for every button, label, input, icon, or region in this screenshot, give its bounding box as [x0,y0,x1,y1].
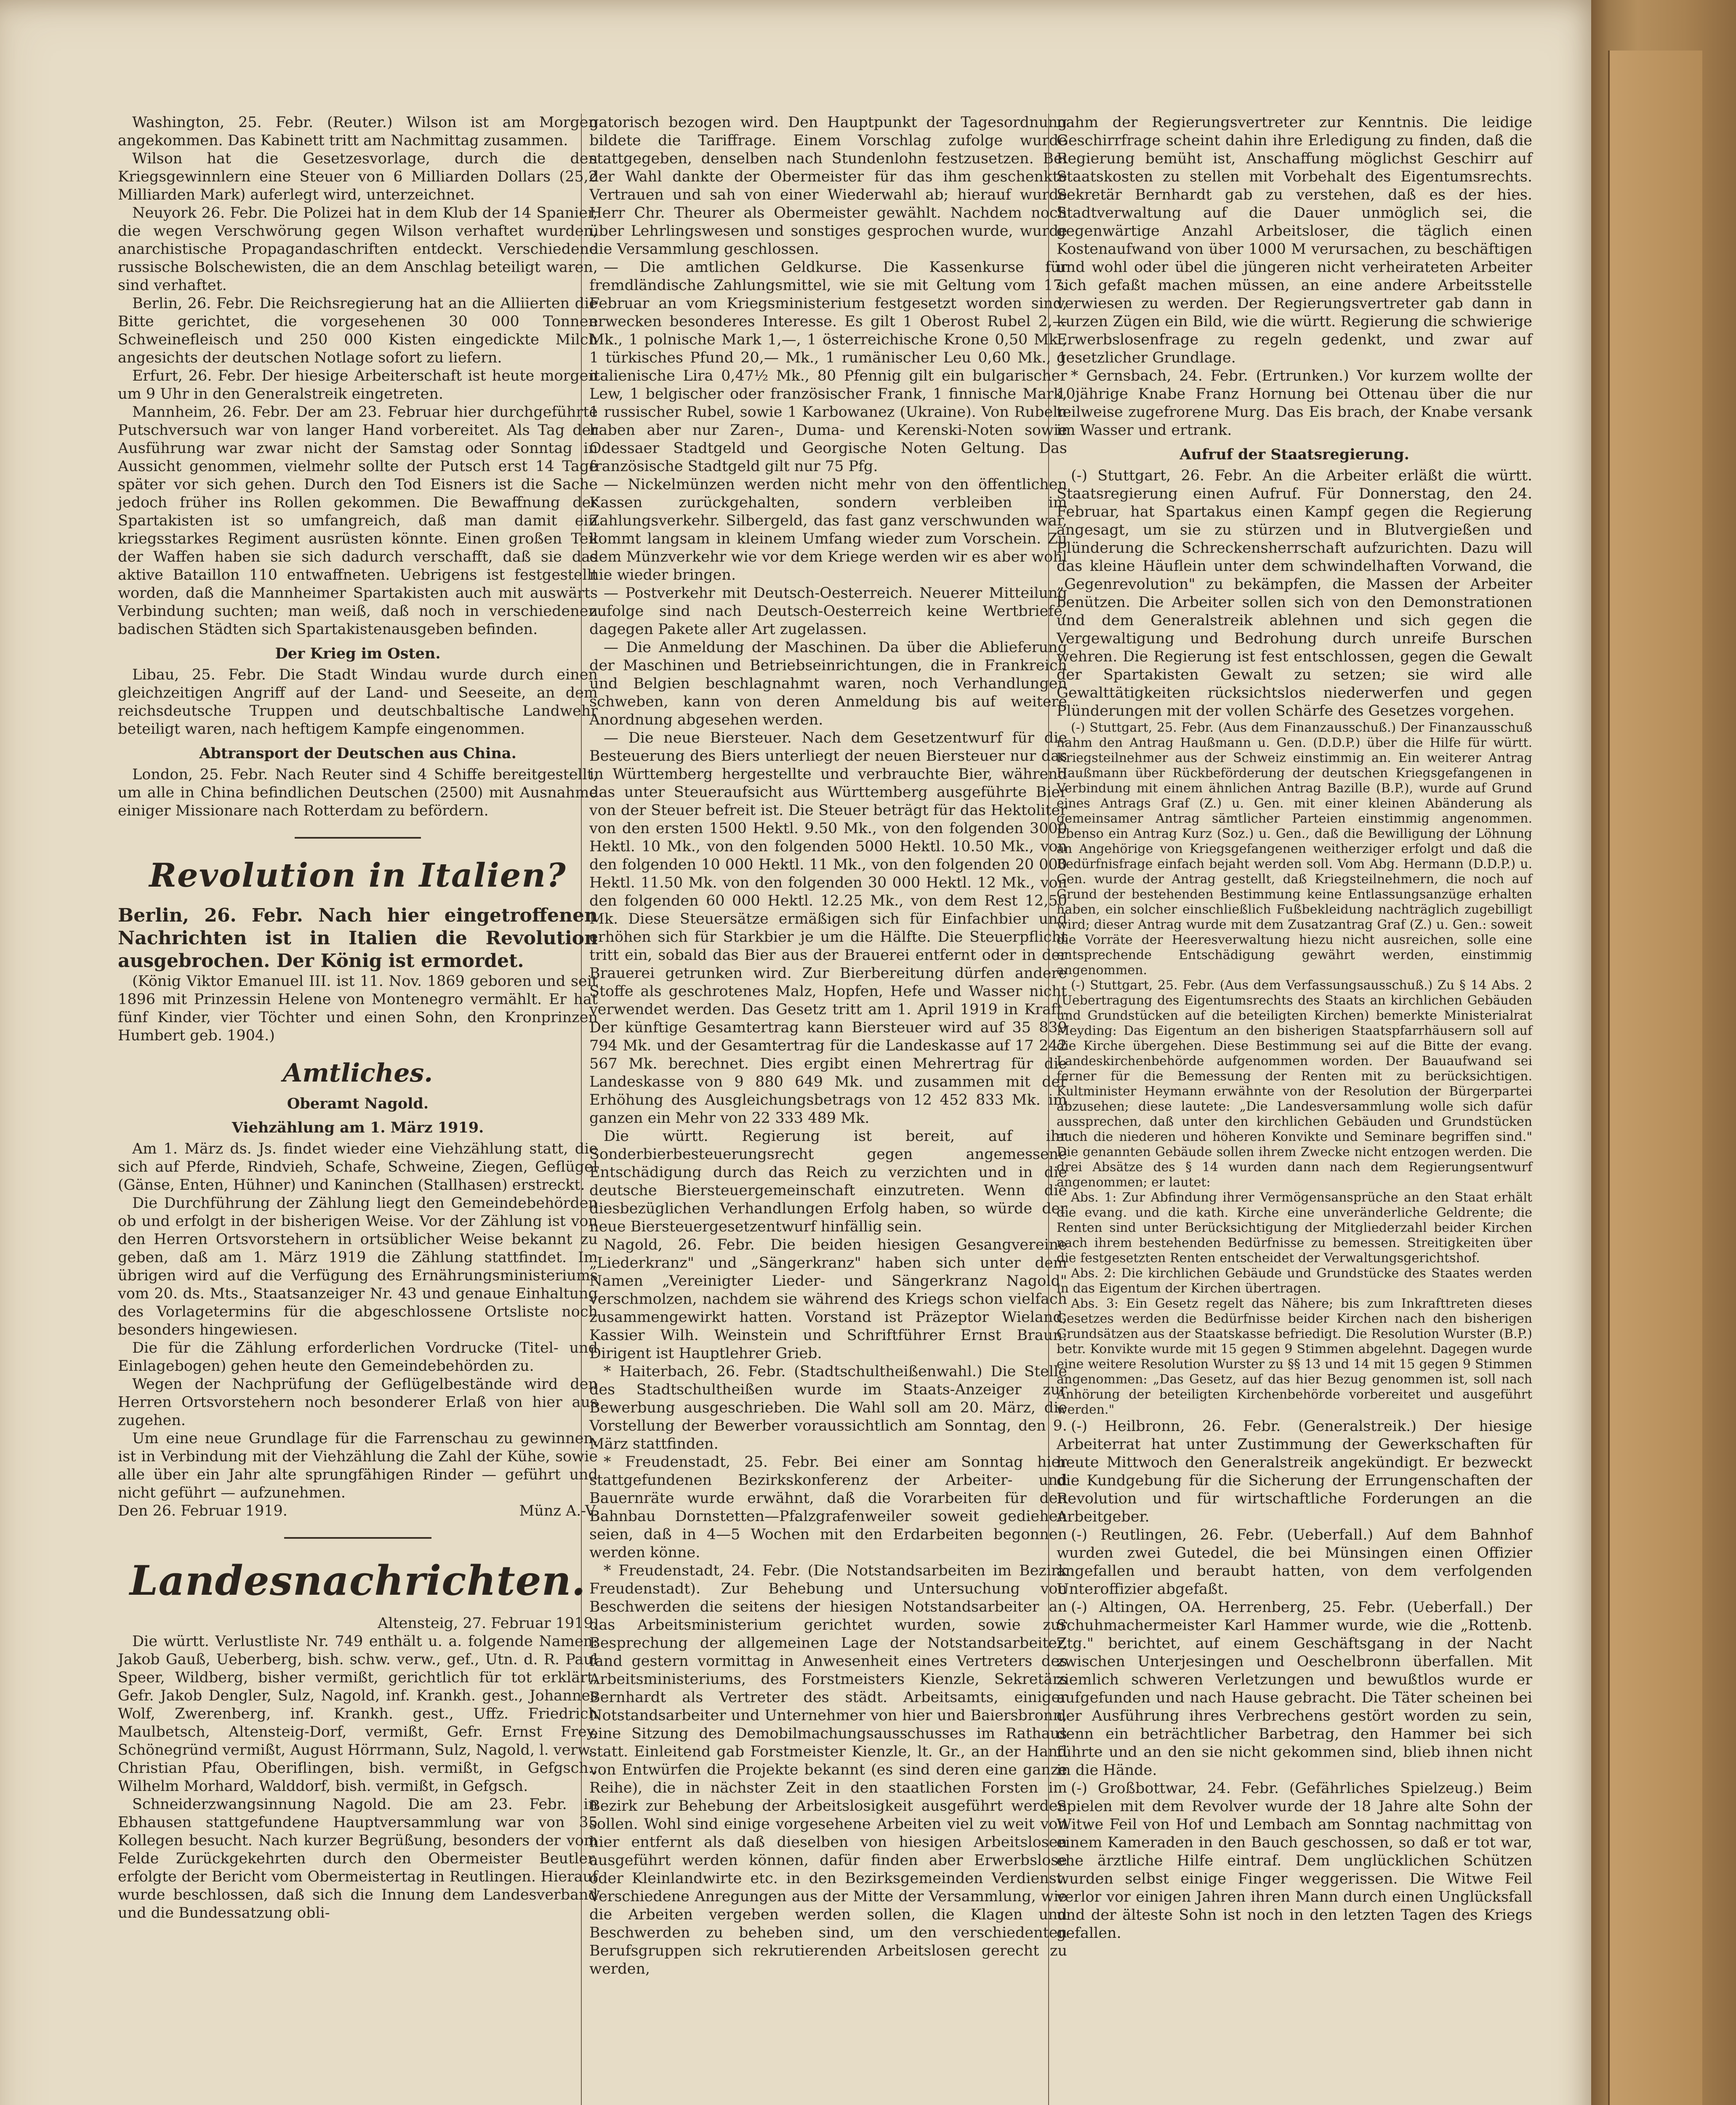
heading-amtliches: Amtliches. [282,1058,433,1088]
article-freudenstadt-notstand: * Freudenstadt, 24. Febr. (Die Notstandsarbeiten im Bezirk Freudenstadt). Zur Behebung und Untersuchung von Beschwerden die seitens der hiesigen Notstandsarbeiter an das Arbeitsministerium gerichtet wurden, sowie zur Besprechung der allgemeinen Lage der Notstandsarbeiter, fand gestern vormittag in Anwesenheit eines Vertreters des Arbeitsministeriums, des Forstmeisters Kienzle, Sekretärs Bernhardt als Vertreter des städt. Arbeitsamts, einiger Notstandsarbeiter und Unternehmer von hier und Baiersbronn, eine Sitzung des Demobilmachungsausschusses im Rathaus statt. Einleitend gab Forstmeister Kienzle, lt. Gr., an der Hand von Entwürfen die Projekte bekannt (es sind deren eine ganze Reihe), die in nächster Zeit in den staatlichen Forsten im Bezirk zur Behebung der Arbeitslosigkeit ausgeführt werden sollen. Wohl sind einige vorgesehene Arbeiten viel zu weit von hier entfernt als daß dieselben von hiesigen Arbeitslosen ausgeführt werden können, dafür finden aber Erwerbslose oder Kleinlandwirte etc. in den Bezirksgemeinden Verdienst. Verschiedene Anregungen aus der Mitte der Versammlung, wie die Arbeiten vergeben werden sollen, die Klagen und Beschwerden zu beheben sind, um den verschiedenten Berufsgruppen sich rekrutierenden Arbeitslosen gerecht zu werden, [589,1562,1067,1977]
viehzaehlung-p3: Die für die Zählung erforderlichen Vordrucke (Titel- und Einlagebogen) gehen heute den Gemeindebehörden zu. [118,1340,598,1375]
separator [284,1537,431,1539]
paragraph-abs1: Abs. 1: Zur Abfindung ihrer Vermögensansprüche an den Staat erhält die evang. und die kath. Kirche eine unveränderliche Geldrente; die Renten sind unter Berücksichtigung der Mitgliederzahl beider Kirchen nach ihrem bestehenden Bedürfnisse zu bemessen. Streitigkeiten über die festgesetzten Renten entscheidet der Verwaltungsgerichtshof. [1057,1190,1532,1266]
article-schneiderinnung-cont: gatorisch bezogen wird. Den Hauptpunkt der Tagesordnung bildete die Tariffrage. Einem Vorschlag zufolge wurde stattgegeben, denselben nach Stundenlohn festzusetzen. Bei der Wahl dankte der Obermeister für das ihm geschenkte Vertrauen und sah von einer Wiederwahl ab; hierauf wurde Herr Chr. Theurer als Obermeister gewählt. Nachdem noch über Lehrlingswesen und sonstiges gesprochen wurde, wurde die Versammlung geschlossen. [589,114,1067,258]
heading-viehzaehlung: Viehzählung am 1. März 1919. [232,1119,484,1136]
article-schneiderinnung: Schneiderzwangsinnung Nagold. Die am 23. Febr. in Ebhausen stattgefundene Hauptversammlung war von 35 Kollegen besucht. Nach kurzer Begrüßung, besonders der vom Felde Zurückgekehrten durch den Obermeister Beutler, erfolgte der Bericht vom Obermeistertag in Reutlingen. Hierauf wurde beschlossen, daß sich die Innung dem Landesverband und die Bundessatzung obli- [118,1796,598,1921]
article-libau: Libau, 25. Febr. Die Stadt Windau wurde durch einen gleichzeitigen Angriff auf der Land- und Seeseite, an dem reichsdeutsche Truppen und deutschbaltische Landwehr beteiligt waren, nach heftigem Kampfe eingenommen. [118,666,598,738]
article-heilbronn: (-) Heilbronn, 26. Febr. (Generalstreik.) Der hiesige Arbeiterrat hat unter Zustimmung der Gewerkschaften für heute Mittwoch den Generalstreik angekündigt. Er bezweckt die Kundgebung für die Sicherung der Errungenschaften der Revolution und für wirtschaftliche Forderungen an die Arbeitgeber. [1057,1418,1532,1525]
column-1 [118,114,598,1922]
viehzaehlung-p2: Die Durchführung der Zählung liegt den Gemeindebehörden ob und erfolgt in der bisherigen Weise. Vor der Zählung ist von den Herren Ortsvorstehern in ortsüblicher Weise bekannt zu geben, daß am 1. März 1919 die Zählung stattfindet. Im übrigen wird auf die Verfügung des Ernährungsministeriums vom 20. ds. Mts., Staatsanzeiger Nr. 43 und genaue Einhaltung des Vorlagetermins für die abgeschlossene Ortsliste noch besonders hingewiesen. [118,1195,598,1338]
article-haiterbach: * Haiterbach, 26. Febr. (Stadtschultheißenwahl.) Die Stelle des Stadtschultheißen wurde im Staats-Anzeiger zur Bewerbung ausgeschrieben. Die Wahl soll am 20. März, die Vorstellung der Bewerber voraussichtlich am Sonntag, den 9. März stattfinden. [589,1363,1067,1452]
viehzaehlung-signature: Münz A.-V. [519,1503,598,1519]
column-2 [589,114,1067,1978]
article-stuttgart-aufruf: (-) Stuttgart, 26. Febr. An die Arbeiter erläßt die württ. Staatsregierung einen Aufruf. Für Donnerstag, den 24. Februar, hat Spartakus einen Kampf gegen die Regierung angesagt, um sie zu stürzen und in Blutvergießen und Plünderung die Schreckensherrschaft aufzurichten. Dazu will das kleine Häuflein unter dem schwindelhaften Vorwand, die „Gegenrevolution" zu bekämpfen, die Massen der Arbeiter benützen. Die Arbeiter sollen sich von den Demonstrationen und dem Generalstreik ablehnen und sich gegen die Vergewaltigung und Bedrohung durch unreife Burschen wehren. Die Regierung ist fest entschlossen, gegen die Gewalt der Spartakisten Gewalt zu setzen; sie wird alle Gewalttätigkeiten rücksichtslos niederwerfen und gegen Plünderungen mit der vollen Schärfe des Gesetzes vorgehen. [1057,467,1532,719]
article-biersteuer-regierung: Die württ. Regierung ist bereit, auf ihr Sonderbierbesteuerungsrecht gegen angemessene Entschädigung durch das Reich zu verzichten und in die deutsche Biersteuergemeinschaft einzutreten. Wenn die diesbezüglichen Verhandlungen Erfolg haben, so würde der neue Biersteuergesetzentwurf hinfällig sein. [589,1128,1067,1235]
viehzaehlung-p5: Um eine neue Grundlage für die Farrenschau zu gewinnen, ist in Verbindung mit der Viehzählung die Zahl der Kühe, sowie alle über ein Jahr alte sprungfähigen Rinder — geführt und nicht geführt — aufzunehmen. [118,1430,598,1501]
article-mannheim: Mannheim, 26. Febr. Der am 23. Februar hier durchgeführte Putschversuch war von langer Hand vorbereitet. Als Tag der Ausführung war zwar nicht der Samstag oder Sonntag in Aussicht genommen, vielmehr sollte der Putsch erst 14 Tage später vor sich gehen. Durch den Tod Eisners ist die Sache jedoch früher ins Rollen gekommen. Die Bewaffnung der Spartakisten ist so umfangreich, daß man damit ein kriegsstarkes Regiment ausrüsten könnte. Einen großen Teil der Waffen haben sie sich dadurch verschafft, daß sie das aktive Bataillon 110 entwaffneten. Uebrigens ist festgestellt worden, daß die Mannheimer Spartakisten auch mit auswärts Verbindung suchten; man weiß, daß noch in verschiedenen badischen Städten sich Spartakistenausgeben befinden. [118,404,598,638]
article-washington: Washington, 25. Febr. (Reuter.) Wilson ist am Morgen angekommen. Das Kabinett tritt am Nachmittag zusammen. [118,114,598,149]
article-nickelmuenzen: — Nickelmünzen werden nicht mehr von den öffentlichen Kassen zurückgehalten, sondern verbleiben im Zahlungsverkehr. Silbergeld, das fast ganz verschwunden war, kommt langsam in kleinem Umfang wieder zum Vorschein. Zu dem Münzverkehr wie vor dem Kriege werden wir es aber wohl nie wieder bringen. [589,476,1067,584]
viehzaehlung-p4: Wegen der Nachprüfung der Geflügelbestände wird den Herren Ortsvorstehern noch besonderer Erlaß von hier aus zugehen. [118,1376,598,1429]
article-erfurt: Erfurt, 26. Febr. Der hiesige Arbeiterschaft ist heute morgen um 9 Uhr in den Generalstreik eingetreten. [118,368,598,402]
viehzaehlung-p1: Am 1. März ds. Js. findet wieder eine Viehzählung statt, die sich auf Pferde, Rindvieh, Schafe, Schweine, Ziegen, Geflügel (Gänse, Enten, Hühner) und Kaninchen (Stallhasen) erstreckt. [118,1140,598,1194]
revolution-lead: Berlin, 26. Febr. Nach hier eingetroffenen Nachrichten ist in Italien die Revolution ausgebrochen. Der König ist ermordet. [118,905,598,972]
signature-line [118,1502,598,1520]
heading-oberamt: Oberamt Nagold. [287,1095,429,1112]
article-nagold-gesangverein: Nagold, 26. Febr. Die beiden hiesigen Gesangvereine „Liederkranz" und „Sängerkranz" haben sich unter dem Namen „Vereinigter Lieder- und Sängerkranz Nagold" verschmolzen, nachdem sie während des Kriegs schon vielfach zusammengewirkt hatten. Vorstand ist Präzeptor Wieland, Kassier Wilh. Weinstein und Schriftführer Ernst Braun. Dirigent ist Hauptlehrer Grieb. [589,1236,1067,1362]
dateline-altensteig: Altensteig, 27. Februar 1919. [378,1615,598,1632]
article-maschinen: — Die Anmeldung der Maschinen. Da über die Ablieferung der Maschinen und Betriebseinrichtungen, die in Frankreich und Belgien beschlagnahmt waren, noch Verhandlungen schweben, kann von deren Anmeldung bis auf weitere Anordnung abgesehen werden. [589,639,1067,728]
article-biersteuer: — Die neue Biersteuer. Nach dem Gesetzentwurf für die Besteuerung des Biers unterliegt der neuen Biersteuer nur das in Württemberg hergestellte und verbrauchte Bier, während das unter Steueraufsicht aus Württemberg ausgeführte Bier von der Steuer befreit ist. Die Steuer beträgt für das Hektoliter von den ersten 1500 Hektl. 9.50 Mk., von den folgenden 3000 Hektl. 10 Mk., von den folgenden 5000 Hektl. 10.50 Mk., von den folgenden 10 000 Hektl. 11 Mk., von den folgenden 20 000 Hektl. 11.50 Mk. von den folgenden 30 000 Hektl. 12 Mk., von den folgenden 60 000 Hektl. 12.25 Mk., von dem Rest 12,50 Mk. Diese Steuersätze ermäßigen sich für Einfachbier und erhöhen sich für Starkbier je um die Hälfte. Die Steuerpflicht tritt ein, sobald das Bier aus der Brauerei entfernt oder in der Brauerei getrunken wird. Zur Bierbereitung dürfen andere Stoffe als geschrotenes Malz, Hopfen, Hefe und Wasser nicht verwendet werden. Das Gesetz tritt am 1. April 1919 in Kraft. Der künftige Gesamtertrag kann Biersteuer wird auf 35 839 794 Mk. und der Gesamtertrag für die Landeskasse auf 17 242 567 Mk. berechnet. Dies ergibt einen Mehrertrag für die Landeskasse von 9 880 649 Mk. und zusammen mit der Erhöhung des Ausgleichungsbetrags von 12 452 833 Mk. im ganzen ein Mehr von 22 333 489 Mk. [589,730,1067,1127]
article-freudenstadt-cont: nahm der Regierungsvertreter zur Kenntnis. Die leidige Geschirrfrage scheint dahin ihre Erledigung zu finden, daß die Regierung bemüht ist, Anschaffung möglichst Geschirr auf Staatskosten zu stellen mit Vorbehalt des Eigentumsrechts. Sekretär Bernhardt gab zu verstehen, daß es der hies. Stadtverwaltung auf die Dauer unmöglich sei, die gegenwärtige Anzahl Arbeitsloser, die täglich einen Kostenaufwand von über 1000 M verursachen, zu beschäftigen und wohl oder übel die jüngeren nicht verheirateten Arbeiter sich gefaßt machen müssen, an eine andere Arbeitsstelle verwiesen zu werden. Der Regierungsvertreter gab dann in kurzen Zügen ein Bild, wie die württ. Regierung die schwierige Erwerbslosenfrage zu regeln gedenkt, und zwar auf gesetzlicher Grundlage. [1057,114,1532,366]
paragraph-abs3: Abs. 3: Ein Gesetz regelt das Nähere; bis zum Inkrafttreten dieses Gesetzes werden die Bedürfnisse beider Kirchen nach den bisherigen Grundsätzen aus der Staatskasse befriedigt. Die Resolution Wurster (B.P.) betr. Konvikte wurde mit 15 gegen 9 Stimmen abgelehnt. Dagegen wurde eine weitere Resolution Wurster zu §§ 13 und 14 mit 15 gegen 9 Stimmen angenommen: „Das Gesetz, auf das hier Bezug genommen ist, soll nach Anhörung der beteiligten Kirchenbehörde vorbereitet und ausgeführt werden." [1057,1296,1532,1417]
column-3 [1057,114,1532,1942]
article-neuyork: Neuyork 26. Febr. Die Polizei hat in dem Klub der 14 Spanier, die wegen Verschwörung gegen Wilson verhaftet wurden, anarchistische Propagandaschriften entdeckt. Verschiedene russische Bolschewisten, die an dem Anschlag beteiligt waren, sind verhaftet. [118,205,598,294]
article-stuttgart-verfassung: (-) Stuttgart, 25. Febr. (Aus dem Verfassungsausschuß.) Zu § 14 Abs. 2 (Uebertragung des Eigentumsrechts des Staats an kirchlichen Gebäuden und Grundstücken auf die beteiligten Kirchen) bemerkte Ministerialrat Meyding: Das Eigentum an den bisherigen Staatspfarrhäusern soll auf die Kirche übergehen. Diese Bestimmung sei auf die Bitte der evang. Landeskirchenbehörde aufgenommen worden. Der Bauaufwand sei ferner für die Bemessung der Renten mit zu berücksichtigen. Kultminister Heymann erwähnte von der Resolution der Bürgerpartei abzusehen; diese lautete: „Die Landesversammlung wolle sich dafür aussprechen, daß unter den kirchlichen Gebäuden und Grundstücken auch die niederen und höheren Konvikte und Seminare begriffen sind." Die genannten Gebäude sollen ihrem Zwecke nicht entzogen werden. Die drei Absätze des § 14 wurden dann nach dem Regierungsentwurf angenommen; er lautet: [1057,978,1532,1190]
article-wilson-tax: Wilson hat die Gesetzesvorlage, durch die den Kriegsgewinnlern eine Steuer von 6 Milliarden Dollars (25,2 Milliarden Mark) auferlegt wird, unterzeichnet. [118,150,598,203]
separator [295,837,421,839]
article-geldkurse: — Die amtlichen Geldkurse. Die Kassenkurse für fremdländische Zahlungsmittel, wie sie mit Geltung vom 17. Februar an vom Kriegsministerium festgesetzt worden sind, erwecken besonderes Interesse. Es gilt 1 Oberost Rubel 2,— Mk., 1 polnische Mark 1,—, 1 österreichische Krone 0,50 Mk., 1 türkisches Pfund 20,— Mk., 1 rumänischer Leu 0,60 Mk., 1 italienische Lira 0,47½ Mk., 80 Pfennig gilt ein bulgarischer Lew, 1 belgischer oder französischer Frank, 1 finnische Mark, 1 russischer Rubel, sowie 1 Karbowanez (Ukraine). Von Rubeln haben aber nur Zaren-, Duma- und Kerenski-Noten sowie Odessaer Stadtgeld und Georgische Noten Geltung. Das französische Stadtgeld gilt nur 75 Pfg. [589,259,1067,475]
heading-revolution-italien: Revolution in Italien? [149,856,567,895]
book-binding-edge [1591,0,1736,2105]
heading-aufruf: Aufruf der Staatsregierung. [1180,446,1409,463]
article-london: London, 25. Febr. Nach Reuter sind 4 Schiffe bereitgestellt, um alle in China befindlichen Deutschen (2500) mit Ausnahme einiger Missionare nach Rotterdam zu befördern. [118,766,598,819]
article-stuttgart-finanz: (-) Stuttgart, 25. Febr. (Aus dem Finanzausschuß.) Der Finanzausschuß nahm den Antrag Haußmann u. Gen. (D.D.P.) über die Hilfe für württ. Kriegsteilnehmer aus der Schweiz einstimmig an. Ein weiterer Antrag Haußmann über Rückbeförderung der deutschen Kriegsgefangenen in Verbindung mit einem ähnlichen Antrag Bazille (B.P.), wurde auf Grund eines Antrags Graf (Z.) u. Gen. mit einer kleinen Abänderung als gemeinsamer Antrag sämtlicher Parteien einstimmig angenommen. Ebenso ein Antrag Kurz (Soz.) u. Gen., daß die Bewilligung der Löhnung an Angehörige von Kriegsgefangenen weitherziger erfolgt und daß die Bedürfnisfrage einfach bejaht werden soll. Vom Abg. Hermann (D.D.P.) u. Gen. wurde der Antrag gestellt, daß Kriegsteilnehmern, die noch auf Grund der bestehenden Bestimmung keine Entlassungsanzüge erhalten haben, ein solcher einschließlich Fußbekleidung nachträglich zugebilligt wird; dieser Antrag wurde mit dem Zusatzantrag Graf (Z.) u. Gen.: soweit die Vorräte der Heeresverwaltung hiezu nicht ausreichen, solle eine entsprechende Entschädigung gewährt werden, einstimmig angenommen. [1057,720,1532,978]
viehzaehlung-date: Den 26. Februar 1919. [118,1503,288,1519]
article-freudenstadt-bahnbau: * Freudenstadt, 25. Febr. Bei einer am Sonntag hier stattgefundenen Bezirkskonferenz der Arbeiter- und Bauernräte wurde erwähnt, daß die Vorarbeiten für den Bahnbau Dornstetten—Pfalzgrafenweiler soweit gediehen seien, daß in 4—5 Wochen mit den Erdarbeiten begonnen werden könne. [589,1454,1067,1561]
article-grossbottwar: (-) Großbottwar, 24. Febr. (Gefährliches Spielzeug.) Beim Spielen mit dem Revolver wurde der 18 Jahre alte Sohn der Witwe Feil von Hof und Lembach am Sonntag nachmittag von einem Kameraden in den Bauch geschossen, so daß er tot war, ehe ärztliche Hilfe eintraf. Dem unglücklichen Schützen wurden selbst einige Finger weggerissen. Die Witwe Feil verlor vor einigen Jahren ihren Mann durch einen Unglücksfall und der älteste Sohn ist noch in den letzten Tagen des Kriegs gefallen. [1057,1780,1532,1942]
paragraph-abs2: Abs. 2: Die kirchlichen Gebäude und Grundstücke des Staates werden in das Eigentum der Kirchen übertragen. [1057,1266,1532,1296]
article-altingen: (-) Altingen, OA. Herrenberg, 25. Febr. (Ueberfall.) Der Schuhmachermeister Karl Hammer wurde, wie die „Rottenb. Ztg." berichtet, auf einem Geschäftsgang in der Nacht zwischen Unterjesingen und Oeschelbronn überfallen. Mit ziemlich schweren Verletzungen und bewußtlos wurde er aufgefunden und nach Hause gebracht. Die Täter scheinen bei der Ausführung ihres Verbrechens gestört worden zu sein, denn ein beträchtlicher Barbetrag, den Hammer bei sich führte und an den sie nicht gekommen sind, blieb ihnen nicht in die Hände. [1057,1599,1532,1779]
article-berlin: Berlin, 26. Febr. Die Reichsregierung hat an die Alliierten die Bitte gerichtet, die vorgesehenen 30 000 Tonnen Schweinefleisch und 250 000 Kisten eingedickte Milch angesichts der deutschen Notlage sofort zu liefern. [118,295,598,366]
binding-board [1608,51,1702,2105]
article-verlustliste: Die württ. Verlustliste Nr. 749 enthält u. a. folgende Namen: Jakob Gauß, Ueberberg, bish. schw. verw., gef., Utn. d. R. Paul Speer, Wildberg, bisher vermißt, gerichtlich für tot erklärt, Gefr. Jakob Dengler, Sulz, Nagold, inf. Krankh. gest., Johannes Wolf, Zwerenberg, inf. Krankh. gest., Uffz. Friedrich Maulbetsch, Altensteig-Dorf, vermißt, Gefr. Ernst Frey, Schönegründ vermißt, August Hörrmann, Sulz, Nagold, l. verw., Christian Pfau, Oberiflingen, bish. vermißt, in Gefgsch., Wilhelm Morhard, Walddorf, bish. vermißt, in Gefgsch. [118,1633,598,1795]
heading-landesnachrichten: Landesnachrichten. [130,1557,586,1604]
article-reutlingen: (-) Reutlingen, 26. Febr. (Ueberfall.) Auf dem Bahnhof wurden zwei Gutedel, die bei Münsingen einen Offizier angefallen und beraubt hatten, von dem verfolgenden Unteroffizier abgefaßt. [1057,1527,1532,1598]
article-gernsbach: * Gernsbach, 24. Febr. (Ertrunken.) Vor kurzem wollte der 10jährige Knabe Franz Hornung bei Ottenau über die nur teilweise zugefrorene Murg. Das Eis brach, der Knabe versank im Wasser und ertrank. [1057,368,1532,439]
heading-krieg-osten: Der Krieg im Osten. [275,645,441,662]
article-postverkehr: — Postverkehr mit Deutsch-Oesterreich. Neuerer Mitteilung zufolge sind nach Deutsch-Oesterreich keine Wertbriefe, dagegen Pakete aller Art zugelassen. [589,585,1067,638]
revolution-note: (König Viktor Emanuel III. ist 11. Nov. 1869 geboren und seit 1896 mit Prinzessin Helene von Montenegro vermählt. Er hat fünf Kinder, vier Töchter und einen Sohn, den Kronprinzen Humbert geb. 1904.) [118,973,598,1044]
heading-china: Abtransport der Deutschen aus China. [199,745,517,762]
